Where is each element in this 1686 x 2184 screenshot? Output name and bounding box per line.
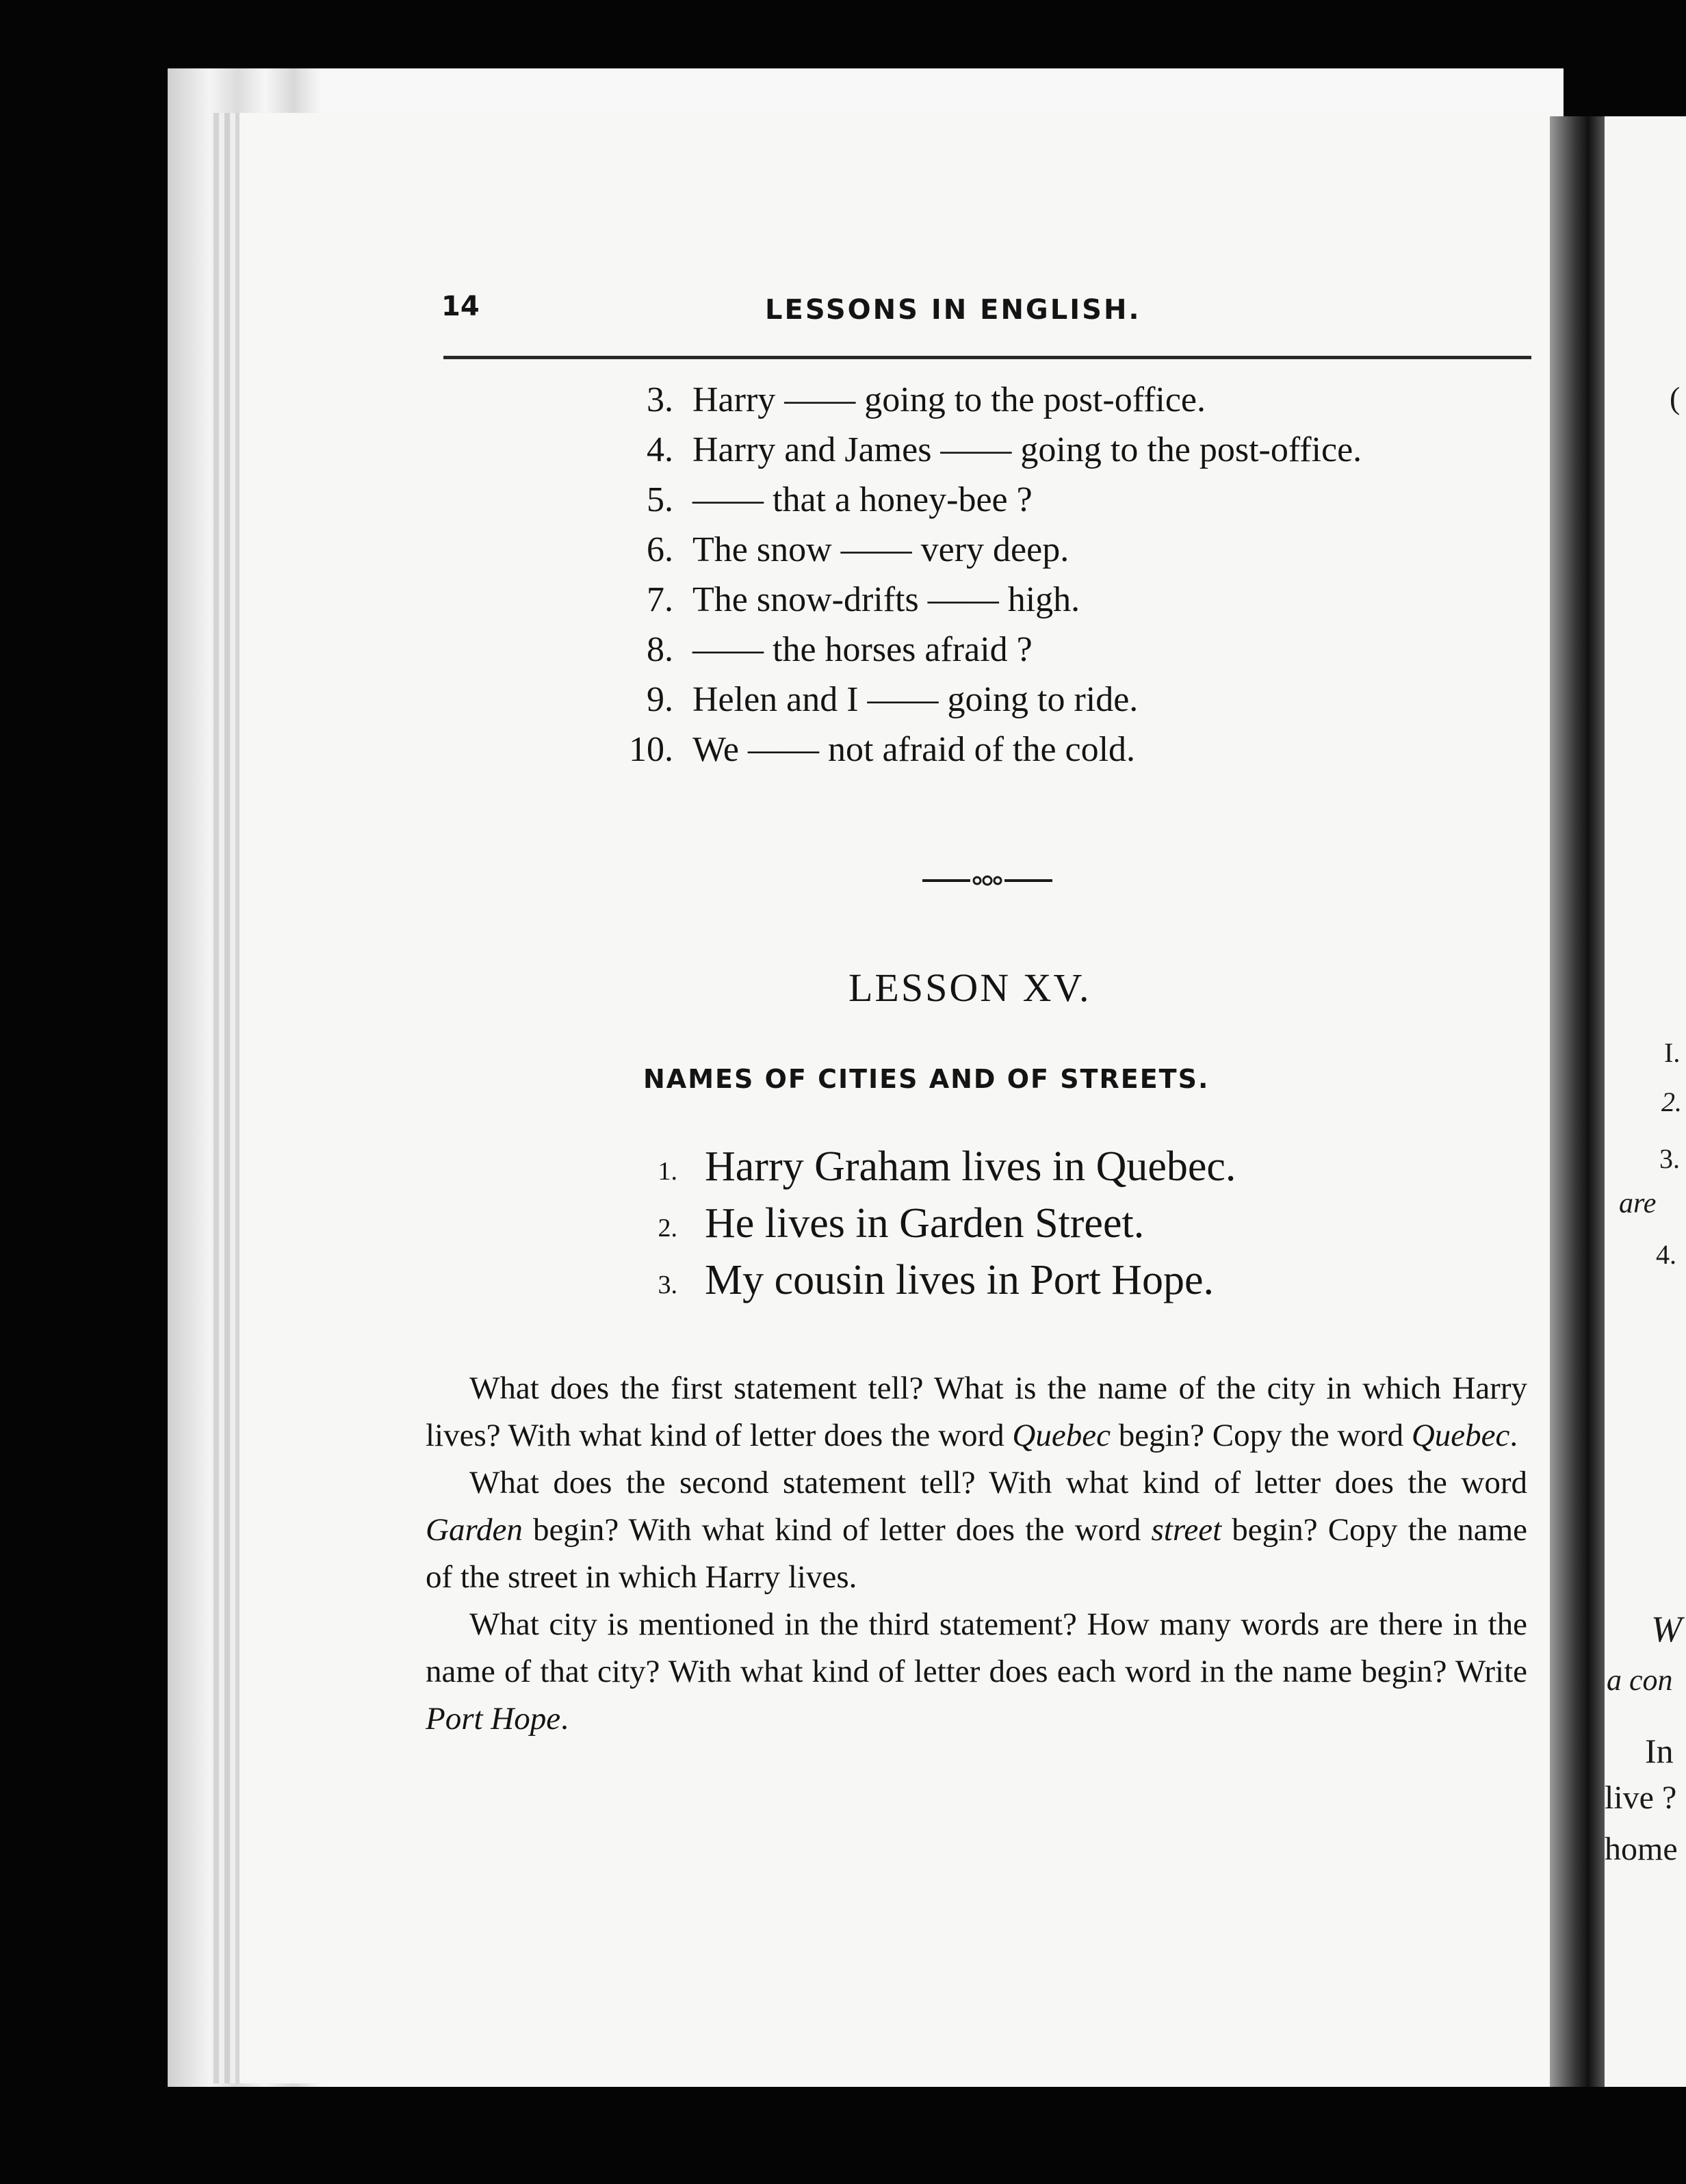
exercise-number: 9. bbox=[647, 680, 673, 719]
italic-word: Garden bbox=[426, 1512, 523, 1548]
statement-number: 2. bbox=[658, 1214, 677, 1243]
question-paragraphs bbox=[426, 1365, 1527, 1743]
exercise-text: We —— not afraid of the cold. bbox=[692, 730, 1136, 769]
italic-word: Port Hope bbox=[426, 1701, 561, 1737]
running-header: LESSONS IN ENGLISH. bbox=[765, 294, 1141, 326]
paragraph-text: begin? Copy the name of the street in which Harry lives. bbox=[426, 1512, 1528, 1595]
facing-page-fragment: home bbox=[1605, 1831, 1678, 1867]
question-paragraph bbox=[426, 1365, 1527, 1459]
exercise-text: The snow —— very deep. bbox=[692, 530, 1069, 569]
paragraph-text: . bbox=[1509, 1418, 1518, 1453]
facing-page-fragment: W bbox=[1651, 1609, 1682, 1650]
header-rule bbox=[443, 356, 1531, 359]
facing-page-fragment: ( bbox=[1670, 380, 1681, 415]
page-number: 14 bbox=[441, 291, 480, 322]
italic-word: street bbox=[1151, 1512, 1222, 1548]
facing-page-fragment: are bbox=[1619, 1188, 1657, 1219]
italic-word: Quebec bbox=[1411, 1418, 1510, 1453]
lesson-title: LESSON XV. bbox=[848, 965, 1091, 1010]
statement-text: My cousin lives in Port Hope. bbox=[705, 1257, 1214, 1303]
facing-page-fragment: I. bbox=[1664, 1037, 1681, 1068]
facing-page-fragment: In bbox=[1645, 1732, 1674, 1770]
statement-number: 1. bbox=[658, 1157, 677, 1186]
exercise-number: 6. bbox=[647, 530, 673, 569]
facing-page-fragment: a con bbox=[1607, 1663, 1673, 1697]
exercise-number: 8. bbox=[647, 630, 673, 669]
statement-number: 3. bbox=[658, 1271, 677, 1299]
exercise-text: Harry —— going to the post-office. bbox=[692, 380, 1206, 419]
lesson-subtitle: NAMES OF CITIES AND OF STREETS. bbox=[643, 1064, 1210, 1094]
exercise-number: 10. bbox=[629, 730, 673, 769]
facing-page-fragment: live ? bbox=[1605, 1780, 1677, 1816]
question-paragraph bbox=[426, 1601, 1527, 1743]
book-gutter bbox=[1550, 116, 1605, 2087]
exercise-number: 3. bbox=[647, 380, 673, 419]
exercise-text: The snow-drifts —— high. bbox=[692, 580, 1080, 619]
exercise-text: Harry and James —— going to the post-office. bbox=[692, 430, 1362, 469]
paragraph-text: begin? With what kind of letter does the word bbox=[522, 1512, 1152, 1548]
paragraph-text: begin? Copy the word bbox=[1110, 1418, 1412, 1453]
facing-page-fragment: 3. bbox=[1659, 1143, 1680, 1174]
exercise-text: Helen and I —— going to ride. bbox=[692, 680, 1139, 719]
paragraph-text: . bbox=[560, 1701, 569, 1737]
statement-text: He lives in Garden Street. bbox=[705, 1200, 1145, 1247]
exercise-number: 5. bbox=[647, 480, 673, 519]
facing-page-fragment: 2. bbox=[1661, 1087, 1682, 1117]
paragraph-text: What city is mentioned in the third statement? How many words are there in the name of that city? With what kind of letter does each word in the name begin? Write bbox=[426, 1607, 1527, 1689]
section-divider-ornament bbox=[922, 874, 1052, 887]
exercise-number: 7. bbox=[647, 580, 673, 619]
exercise-text: —— that a honey-bee ? bbox=[692, 480, 1033, 519]
paragraph-text: What does the first statement tell? What is the name of the city in which Harry lives? With what kind of letter does the word bbox=[426, 1370, 1527, 1453]
facing-page-fragment: 4. bbox=[1656, 1239, 1676, 1270]
statement-text: Harry Graham lives in Quebec. bbox=[705, 1143, 1236, 1190]
exercise-text: —— the horses afraid ? bbox=[692, 630, 1033, 669]
exercise-number: 4. bbox=[647, 430, 673, 469]
paragraph-text: What does the second statement tell? With what kind of letter does the word bbox=[469, 1465, 1527, 1500]
italic-word: Quebec bbox=[1012, 1418, 1111, 1453]
question-paragraph bbox=[426, 1459, 1527, 1601]
